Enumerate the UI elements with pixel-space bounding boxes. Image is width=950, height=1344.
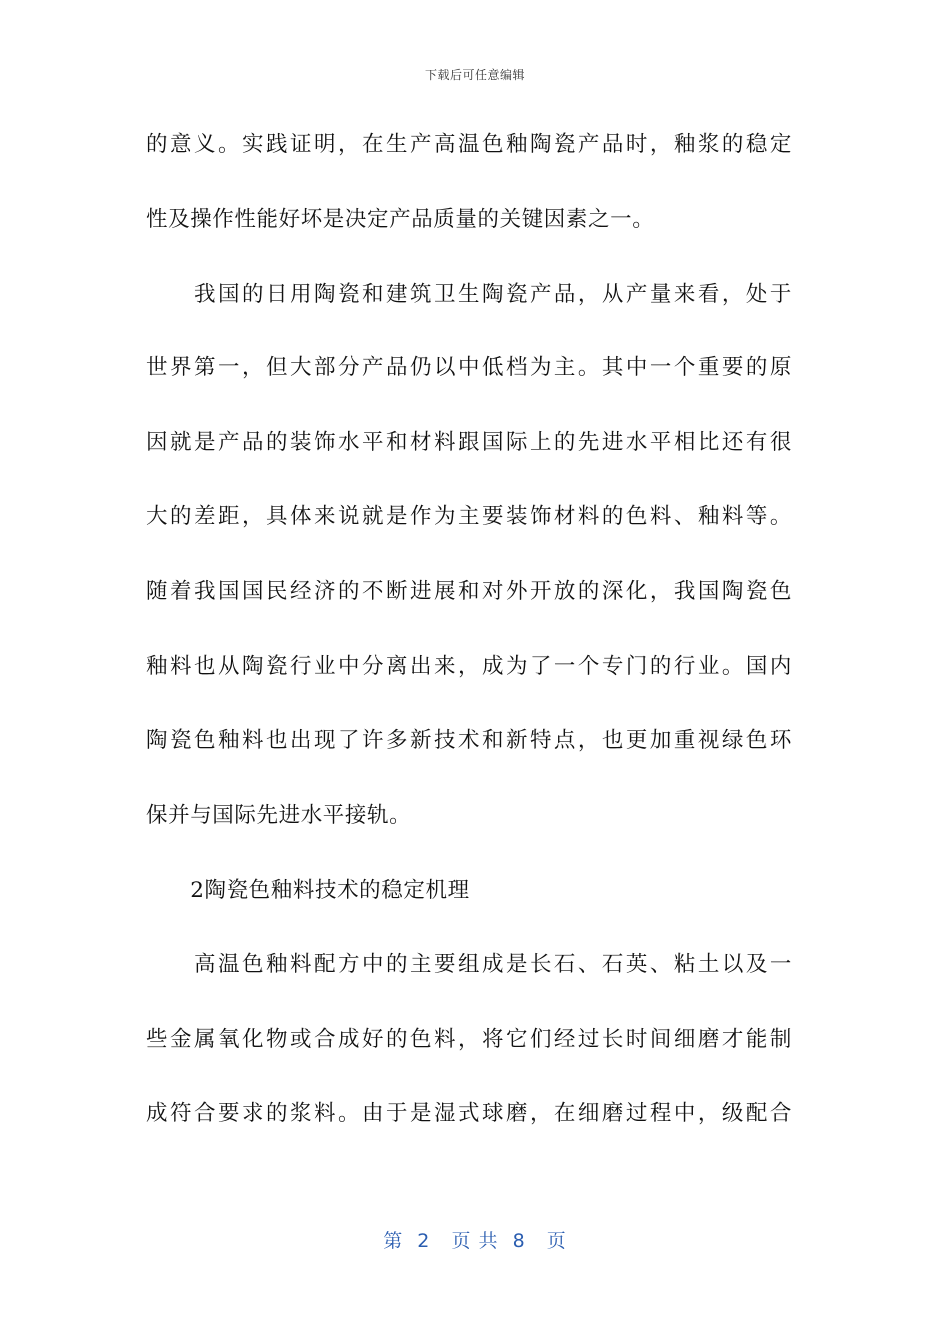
paragraph-line: 高温色釉料配方中的主要组成是长石、石英、粘土以及一 — [146, 952, 792, 977]
paragraph-line: 保并与国际先进水平接轨。 — [146, 803, 412, 828]
paragraph-line: 些金属氧化物或合成好的色料，将它们经过长时间细磨才能制 — [146, 1027, 792, 1052]
page-header: 下载后可任意编辑 — [424, 68, 525, 82]
paragraph-line: 的意义。实践证明，在生产高温色釉陶瓷产品时，釉浆的稳定 — [146, 132, 792, 157]
paragraph-line: 釉料也从陶瓷行业中分离出来，成为了一个专门的行业。国内 — [146, 654, 792, 679]
page-number: 第 2 页 共 8 页 — [383, 1230, 567, 1252]
section-heading: 2陶瓷色釉料技术的稳定机理 — [146, 878, 470, 903]
paragraph-line: 因就是产品的装饰水平和材料跟国际上的先进水平相比还有很 — [146, 430, 792, 455]
paragraph-line: 我国的日用陶瓷和建筑卫生陶瓷产品，从产量来看，处于 — [146, 282, 792, 307]
paragraph-line: 陶瓷色釉料也出现了许多新技术和新特点，也更加重视绿色环 — [146, 728, 792, 753]
paragraph-line: 成符合要求的浆料。由于是湿式球磨，在细磨过程中，级配合 — [146, 1101, 792, 1126]
paragraph-line: 世界第一，但大部分产品仍以中低档为主。其中一个重要的原 — [146, 355, 792, 380]
paragraph-line: 随着我国国民经济的不断进展和对外开放的深化，我国陶瓷色 — [146, 579, 792, 604]
paragraph-line: 大的差距，具体来说就是作为主要装饰材料的色料、釉料等。 — [146, 504, 792, 529]
paragraph-line: 性及操作性能好坏是决定产品质量的关键因素之一。 — [146, 207, 655, 232]
page-footer — [0, 1226, 950, 1253]
